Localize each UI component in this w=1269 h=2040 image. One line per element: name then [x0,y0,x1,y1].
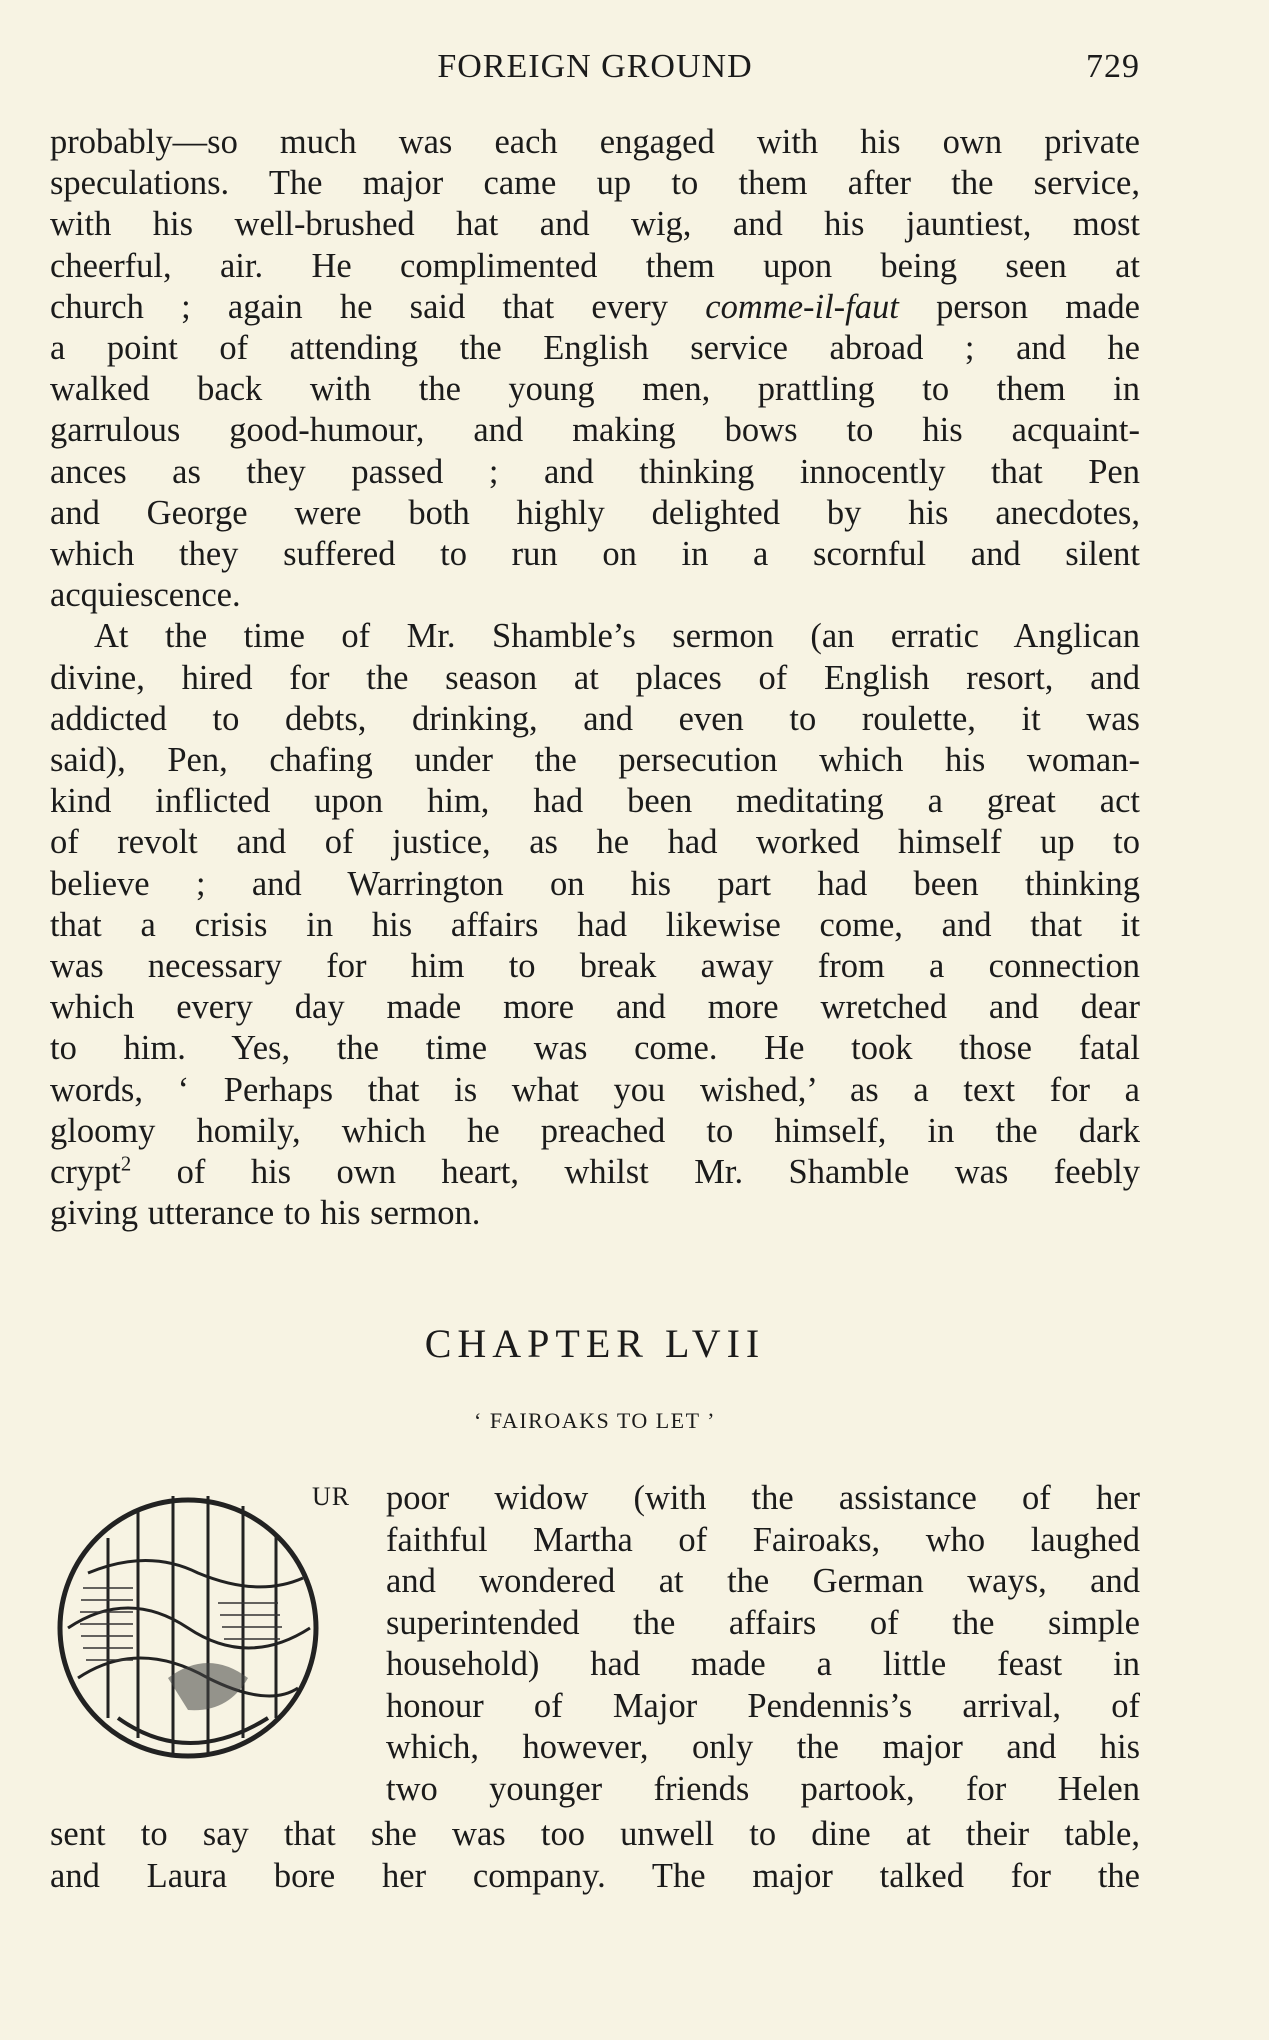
body-text [50,122,1140,1234]
text-line: walked back with the young men, prattling to them in [50,370,1140,409]
text-line: which they suffered to run on in a scornful and silent [50,535,1140,574]
text-line: words, ‘ Perhaps that is what you wished,’ as a text for a [50,1070,1140,1109]
text-line: acquiescence. [50,576,241,615]
page-header [50,48,1140,92]
text-line: which, however, only the major and his [386,1728,1140,1766]
text-line: At the time of Mr. Shamble’s sermon (an erratic Anglican [94,617,1140,656]
paragraph-2 [50,616,1140,1234]
italic-phrase: comme-il-faut [705,287,899,326]
text-line [50,287,1140,328]
text-line: and George were both highly delighted by his anecdotes, [50,493,1140,532]
dropcap-illustration [48,1478,351,1770]
running-title: FOREIGN GROUND [437,48,753,85]
text-run: church ; again he said that every [50,287,706,326]
paragraph-1 [50,122,1140,616]
text-line: gloomy homily, which he preached to himself, in the dark [50,1111,1140,1150]
text-line: sent to say that she was too unwell to dine at their table, [50,1815,1140,1853]
page-number: 729 [1086,48,1140,85]
text-line: of revolt and of justice, as he had worked himself up to [50,823,1140,862]
text-line: to him. Yes, the time was come. He took those fatal [50,1029,1140,1068]
text-line: speculations. The major came up to them after the service, [50,164,1140,203]
text-line: with his well-brushed hat and wig, and his jauntiest, most [50,205,1140,244]
text-line: household) had made a little feast in [386,1645,1140,1683]
text-run: crypt [50,1153,121,1192]
text-line: and wondered at the German ways, and [386,1562,1140,1600]
text-line: superintended the affairs of the simple [386,1603,1140,1642]
text-line: cheerful, air. He complimented them upon being seen at [50,246,1140,285]
chapter-opening-continued [50,1814,1140,1897]
text-line: that a crisis in his affairs had likewise come, and that it [50,905,1140,944]
text-line [50,1152,1140,1193]
text-line: giving utterance to his sermon. [50,1194,481,1233]
text-run: of his own heart, whilst Mr. Shamble was feebly [131,1153,1140,1192]
text-line: faithful Martha of Fairoaks, who laughed [386,1520,1140,1559]
text-line: garrulous good-humour, and making bows to his acquaint- [50,411,1140,450]
footnote-marker: 2 [120,1153,132,1176]
text-line: kind inflicted upon him, had been meditating a great act [50,782,1140,821]
dropcap-rest: UR [312,1482,351,1511]
text-line: which every day made more and more wretched and dear [50,988,1140,1027]
chapter-title: CHAPTER LVII [424,1321,766,1366]
text-run: person made [898,287,1140,326]
text-line: and Laura bore her company. The major talked for the [50,1856,1140,1895]
text-line: probably—so much was each engaged with his own private [50,123,1140,161]
text-line: was necessary for him to break away from a connection [50,947,1140,986]
text-line: two younger friends partook, for Helen [386,1769,1140,1808]
text-line: ances as they passed ; and thinking innocently that Pen [50,452,1140,491]
chapter-opening-wrapped [386,1478,1140,1810]
text-line: addicted to debts, drinking, and even to roulette, it was [50,699,1140,738]
text-line: believe ; and Warrington on his part had been thinking [50,864,1140,903]
text-line: honour of Major Pendennis’s arrival, of [386,1686,1140,1725]
chapter-subtitle: ‘ FAIROAKS TO LET ’ [474,1408,716,1433]
text-line: a point of attending the English service abroad ; and he [50,329,1140,368]
text-line: said), Pen, chafing under the persecution which his woman- [50,741,1140,780]
text-line: poor widow (with the assistance of her [386,1479,1140,1517]
text-line: divine, hired for the season at places of English resort, and [50,658,1140,697]
